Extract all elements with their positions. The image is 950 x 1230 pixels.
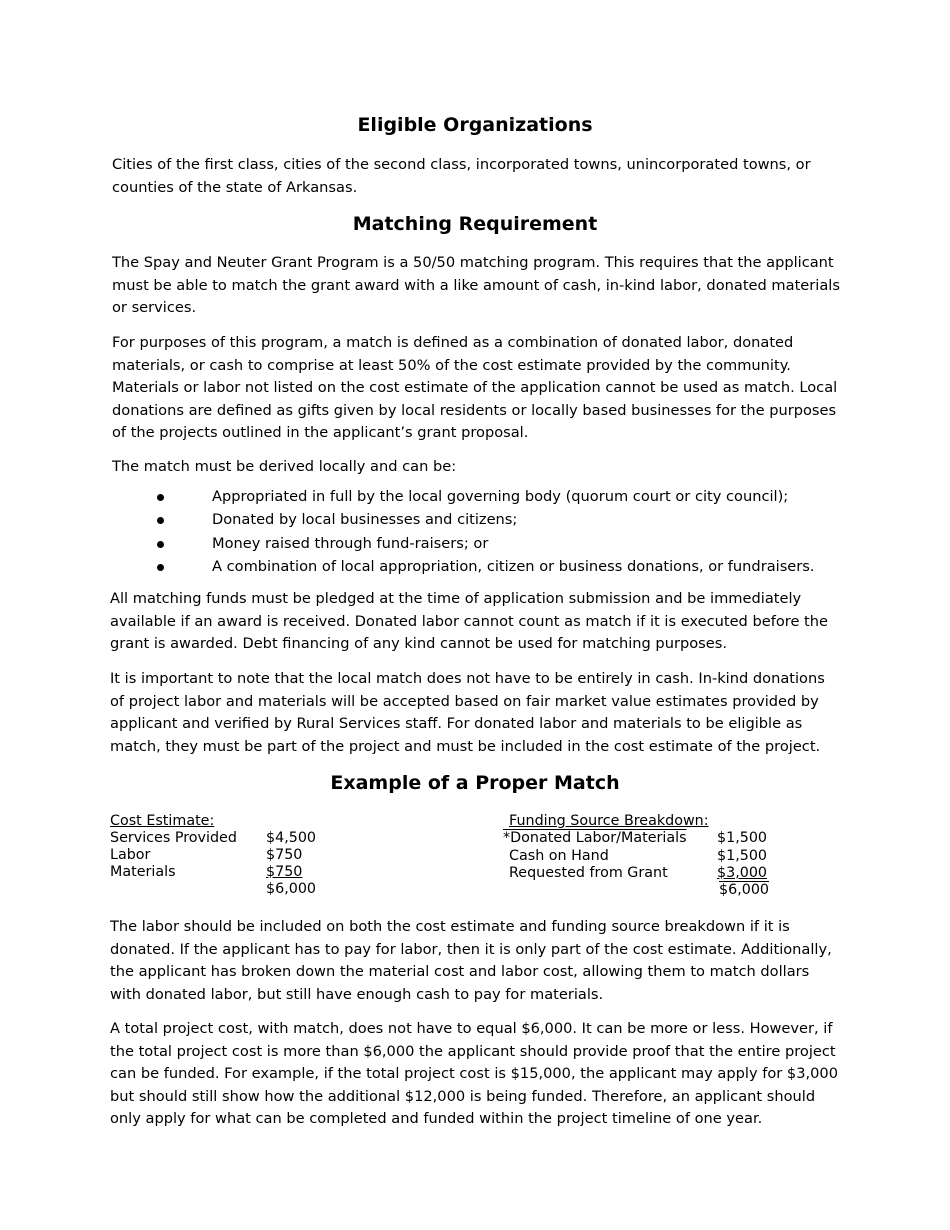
cost-row-amount: $750 <box>266 847 303 863</box>
heading-eligible-organizations: Eligible Organizations <box>357 114 593 136</box>
cost-estimate-title: Cost Estimate: <box>110 813 215 829</box>
cost-row-label: Services Provided <box>110 830 237 846</box>
cost-row-amount: $4,500 <box>266 830 317 846</box>
funding-row-label: Requested from Grant <box>509 865 668 881</box>
bullet-dot-icon <box>157 564 164 571</box>
matching-paragraph-4: All matching funds must be pledged at the time of application submission and be immediately available if an award is received. Donated labor cannot count as match if it is executed before the grant is awarded. Debt financing of any kind cannot be used for matching purposes. <box>110 590 829 653</box>
bullet-dot-icon <box>157 517 164 524</box>
list-item: Money raised through fund-raisers; or <box>212 535 489 552</box>
cost-row-label: Labor <box>110 847 151 863</box>
example-paragraph-2: A total project cost, with match, does not have to equal $6,000. It can be more or less. However, if the total project cost is more than $6,000 the applicant should provide proof that the entire project can be funded. For example, if the total project cost is $15,000, the applicant may apply for $3,000 but should still show how the additional $12,000 is being funded. Therefore, an applicant should only apply for what can be completed and funded within the project timeline of one year. <box>110 1020 838 1128</box>
cost-row-label: Materials <box>110 864 176 880</box>
eligible-organizations-text: Cities of the first class, cities of the second class, incorporated towns, unincorporated towns, or counties of the state of Arkansas. <box>112 156 811 196</box>
funding-source-title: Funding Source Breakdown: <box>509 813 709 829</box>
funding-row-label: Cash on Hand <box>509 848 609 864</box>
list-item: Donated by local businesses and citizens; <box>212 511 518 528</box>
bullet-dot-icon <box>157 494 164 501</box>
funding-row-amount: $1,500 <box>717 830 768 846</box>
bullet-dot-icon <box>157 541 164 548</box>
cost-total: $6,000 <box>266 881 317 897</box>
heading-example-proper-match: Example of a Proper Match <box>330 772 620 794</box>
funding-row-amount: $3,000 <box>717 865 768 881</box>
cost-row-amount: $750 <box>266 864 303 880</box>
matching-paragraph-2: For purposes of this program, a match is defined as a combination of donated labor, donated materials, or cash to comprise at least 50% of the cost estimate provided by the community. Materials or labor not listed on the cost estimate of the application cannot be used as match. Local donations are defined as gifts given by local residents or locally based businesses for the purposes of the projects outlined in the applicant’s grant proposal. <box>112 334 838 442</box>
matching-paragraph-3: The match must be derived locally and can be: <box>112 458 457 475</box>
example-paragraph-1: The labor should be included on both the cost estimate and funding source breakdown if it is donated. If the applicant has to pay for labor, then it is only part of the cost estimate. Additionally, the applicant has broken down the material cost and labor cost, allowing them to match dollars with donated labor, but still have enough cash to pay for materials. <box>110 918 832 1003</box>
funding-total: $6,000 <box>719 882 770 898</box>
funding-row-label: *Donated Labor/Materials <box>503 830 687 846</box>
funding-row-amount: $1,500 <box>717 848 768 864</box>
matching-paragraph-1: The Spay and Neuter Grant Program is a 50/50 matching program. This requires that the applicant must be able to match the grant award with a like amount of cash, in-kind labor, donated materials or services. <box>112 254 840 317</box>
matching-paragraph-5: It is important to note that the local match does not have to be entirely in cash. In-kind donations of project labor and materials will be accepted based on fair market value estimates provided by applicant and verified by Rural Services staff. For donated labor and materials to be eligible as match, they must be part of the project and must be included in the cost estimate of the project. <box>110 670 825 755</box>
list-item: A combination of local appropriation, citizen or business donations, or fundraisers. <box>212 558 815 575</box>
list-item: Appropriated in full by the local governing body (quorum court or city council); <box>212 488 789 505</box>
heading-matching-requirement: Matching Requirement <box>352 213 598 235</box>
